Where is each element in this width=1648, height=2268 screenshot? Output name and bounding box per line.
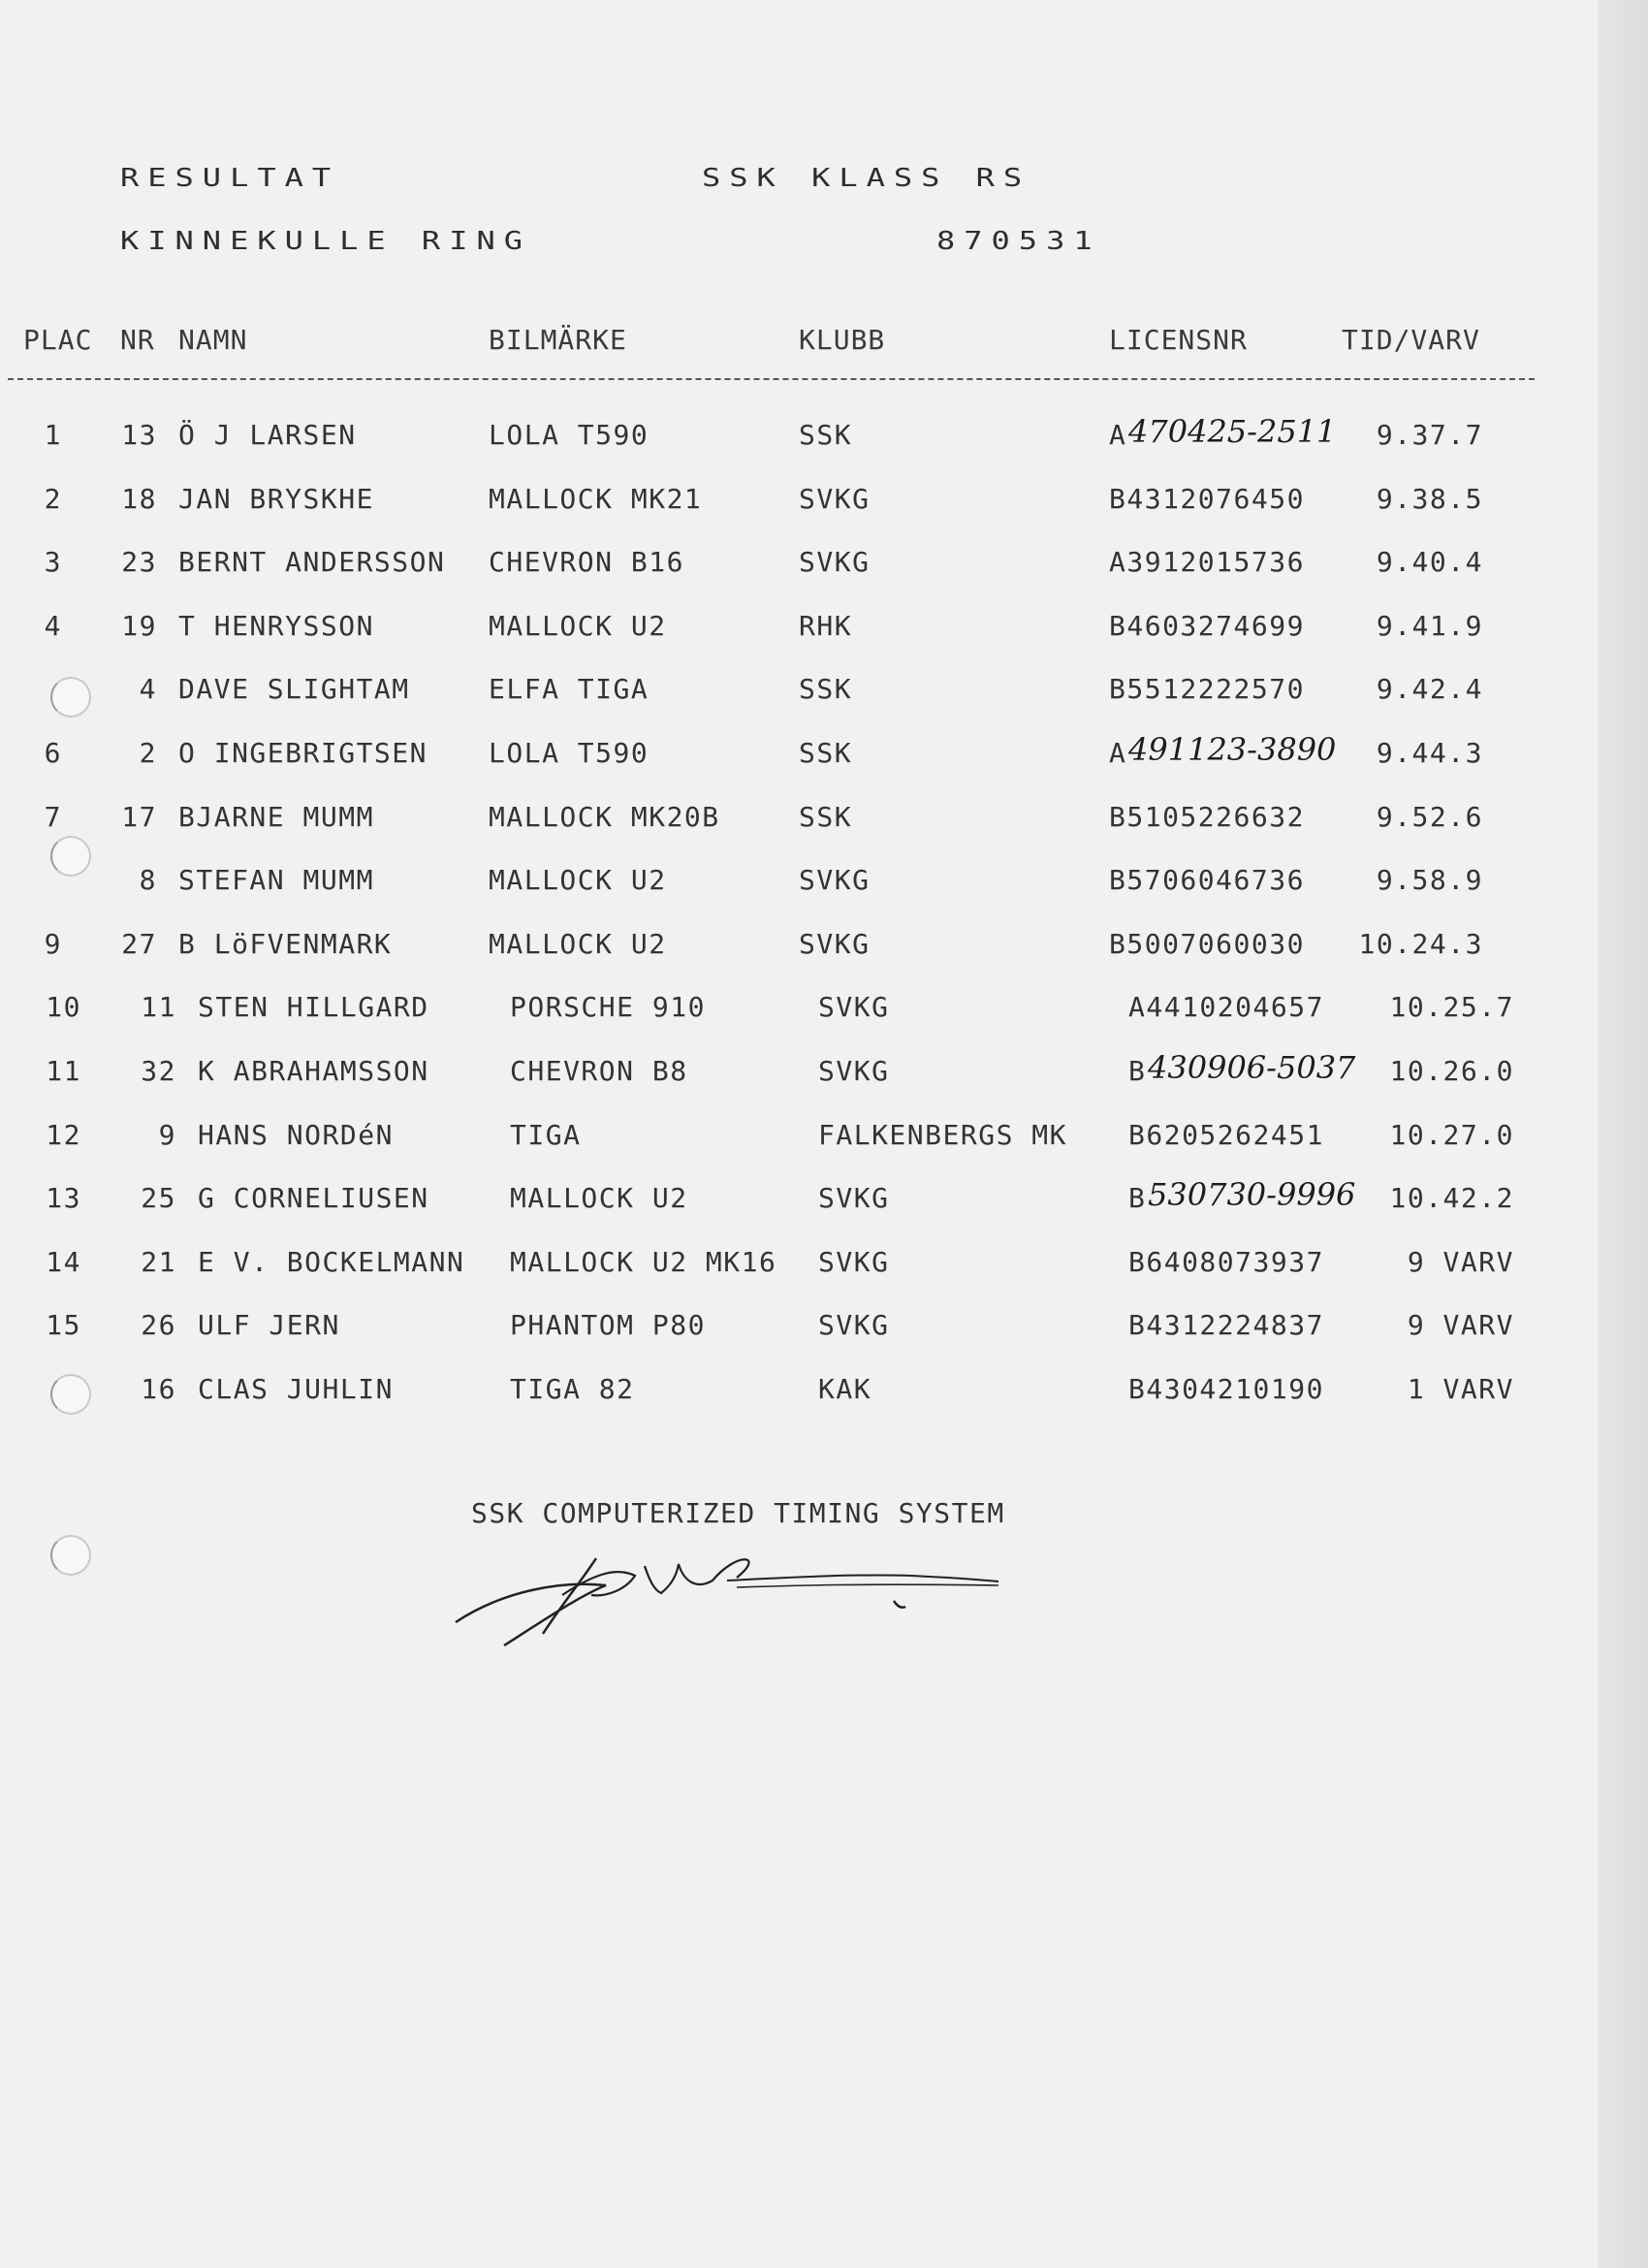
table-row	[0, 546, 1598, 594]
row-namn: STEFAN MUMM	[178, 864, 374, 897]
row-tid: 9 VARV	[1407, 1245, 1514, 1278]
row-licensnr: B5706046736	[1109, 864, 1305, 897]
row-nr: 4	[139, 673, 157, 706]
row-klubb: SVKG	[818, 1309, 890, 1342]
table-row	[0, 673, 1598, 721]
row-tid: 9.37.7	[1376, 419, 1483, 451]
row-nr: 11	[141, 991, 176, 1024]
column-header-bilmarke: BILMÄRKE	[489, 324, 627, 356]
row-klubb: FALKENBERGS MK	[818, 1118, 1068, 1151]
row-namn: G CORNELIUSEN	[198, 1182, 429, 1215]
row-plac: 2	[44, 482, 62, 515]
row-namn: STEN HILLGARD	[198, 991, 429, 1024]
row-bilmarke: MALLOCK MK20B	[489, 800, 720, 833]
row-namn: O INGEBRIGTSEN	[178, 737, 428, 769]
row-licensnr-handwritten: 430906-5037	[1148, 1049, 1356, 1086]
row-klubb: SVKG	[799, 546, 871, 579]
row-tid: 9 VARV	[1407, 1309, 1514, 1342]
row-tid: 9.52.6	[1376, 800, 1483, 833]
row-nr: 2	[139, 737, 157, 769]
row-plac: 7	[44, 800, 62, 833]
row-tid: 9.41.9	[1376, 609, 1483, 642]
row-tid: 9.44.3	[1376, 737, 1483, 769]
row-klubb: KAK	[818, 1373, 872, 1405]
row-licensnr-handwritten: 470425-2511	[1128, 413, 1337, 450]
row-licensnr-prefix: A	[1109, 419, 1127, 451]
row-nr: 23	[121, 546, 157, 579]
table-row	[0, 1246, 1598, 1294]
row-licensnr-prefix: B	[1128, 1055, 1147, 1087]
row-namn: B LöFVENMARK	[178, 927, 393, 960]
table-row	[0, 1373, 1598, 1421]
row-licensnr: B5105226632	[1109, 800, 1305, 833]
row-bilmarke: TIGA 82	[510, 1373, 635, 1405]
row-bilmarke: TIGA	[510, 1118, 582, 1151]
row-nr: 18	[121, 482, 157, 515]
column-header-tid: TID/VARV	[1342, 324, 1480, 356]
row-klubb: SVKG	[799, 927, 871, 960]
row-namn: CLAS JUHLIN	[198, 1373, 394, 1405]
table-row	[0, 1176, 1598, 1230]
row-klubb: SVKG	[818, 1182, 890, 1215]
row-bilmarke: ELFA TIGA	[489, 673, 650, 706]
table-row	[0, 731, 1598, 785]
row-klubb: SVKG	[818, 991, 890, 1024]
row-nr: 25	[141, 1182, 176, 1215]
table-row	[0, 483, 1598, 531]
row-bilmarke: MALLOCK U2	[489, 927, 667, 960]
row-nr: 19	[121, 609, 157, 642]
row-plac: 9	[44, 927, 62, 960]
row-plac: 11	[46, 1055, 81, 1087]
row-tid: 10.25.7	[1389, 991, 1514, 1024]
row-nr: 13	[121, 419, 157, 451]
row-bilmarke: MALLOCK MK21	[489, 482, 703, 515]
row-plac: 13	[46, 1182, 81, 1215]
row-namn: ULF JERN	[198, 1309, 340, 1342]
header-divider	[8, 378, 1535, 380]
row-namn: K ABRAHAMSSON	[198, 1055, 429, 1087]
column-header-klubb: KLUBB	[799, 324, 886, 356]
row-bilmarke: LOLA T590	[489, 737, 650, 769]
row-namn: T HENRYSSON	[178, 609, 374, 642]
row-plac: 6	[44, 737, 62, 769]
row-bilmarke: MALLOCK U2	[489, 864, 667, 897]
column-header-nr: NR	[120, 324, 155, 356]
row-klubb: SVKG	[818, 1245, 890, 1278]
row-licensnr: B4312224837	[1128, 1309, 1324, 1342]
row-plac: 4	[44, 609, 62, 642]
row-nr: 26	[141, 1309, 176, 1342]
row-namn: HANS NORDéN	[198, 1118, 394, 1151]
table-row	[0, 928, 1598, 976]
punch-hole	[50, 1535, 91, 1576]
venue: KINNEKULLE RING	[120, 226, 531, 256]
row-klubb: SSK	[799, 737, 853, 769]
row-licensnr-handwritten: 491123-3890	[1128, 731, 1337, 768]
table-row	[0, 1309, 1598, 1358]
row-plac: 10	[46, 991, 81, 1024]
row-tid: 10.24.3	[1358, 927, 1483, 960]
row-namn: BERNT ANDERSSON	[178, 546, 446, 579]
table-row	[0, 991, 1598, 1039]
row-licensnr: B4312076450	[1109, 482, 1305, 515]
row-bilmarke: MALLOCK U2 MK16	[510, 1245, 777, 1278]
row-tid: 10.42.2	[1389, 1182, 1514, 1215]
row-licensnr-handwritten: 530730-9996	[1148, 1176, 1356, 1214]
signature	[446, 1537, 1028, 1653]
row-klubb: SSK	[799, 800, 853, 833]
row-licensnr: B6205262451	[1128, 1118, 1324, 1151]
row-bilmarke: MALLOCK U2	[510, 1182, 688, 1215]
row-bilmarke: PORSCHE 910	[510, 991, 706, 1024]
row-namn: JAN BRYSKHE	[178, 482, 374, 515]
row-tid: 9.42.4	[1376, 673, 1483, 706]
row-namn: Ö J LARSEN	[178, 419, 357, 451]
row-nr: 21	[141, 1245, 176, 1278]
row-bilmarke: PHANTOM P80	[510, 1309, 706, 1342]
row-licensnr-prefix: A	[1109, 737, 1127, 769]
column-header-licensnr: LICENSNR	[1109, 324, 1248, 356]
row-klubb: SVKG	[799, 482, 871, 515]
footer-system: SSK COMPUTERIZED TIMING SYSTEM	[471, 1497, 1005, 1529]
row-bilmarke: LOLA T590	[489, 419, 650, 451]
row-tid: 10.26.0	[1389, 1055, 1514, 1087]
row-nr: 32	[141, 1055, 176, 1087]
row-tid: 9.40.4	[1376, 546, 1483, 579]
row-tid: 9.38.5	[1376, 482, 1483, 515]
row-klubb: SVKG	[799, 864, 871, 897]
row-klubb: SSK	[799, 673, 853, 706]
row-licensnr: B4304210190	[1128, 1373, 1324, 1405]
row-nr: 8	[139, 864, 157, 897]
row-licensnr: A3912015736	[1109, 546, 1305, 579]
row-nr: 17	[121, 800, 157, 833]
row-licensnr: B5512222570	[1109, 673, 1305, 706]
row-licensnr-prefix: B	[1128, 1182, 1147, 1215]
row-namn: DAVE SLIGHTAM	[178, 673, 410, 706]
row-tid: 9.58.9	[1376, 864, 1483, 897]
row-licensnr: B4603274699	[1109, 609, 1305, 642]
date-code: 870531	[936, 226, 1101, 256]
table-row	[0, 801, 1598, 849]
column-header-plac: PLAC	[23, 324, 93, 356]
row-klubb: SVKG	[818, 1055, 890, 1087]
row-nr: 16	[141, 1373, 176, 1405]
row-bilmarke: CHEVRON B8	[510, 1055, 688, 1087]
row-tid: 10.27.0	[1389, 1118, 1514, 1151]
row-plac: 15	[46, 1309, 81, 1342]
table-row	[0, 864, 1598, 912]
row-namn: E V. BOCKELMANN	[198, 1245, 465, 1278]
class-label: SSK KLASS RS	[702, 163, 1031, 193]
row-plac: 1	[44, 419, 62, 451]
row-licensnr: B5007060030	[1109, 927, 1305, 960]
row-plac: 14	[46, 1245, 81, 1278]
table-row	[0, 413, 1598, 467]
row-licensnr: B6408073937	[1128, 1245, 1324, 1278]
row-namn: BJARNE MUMM	[178, 800, 374, 833]
column-header-namn: NAMN	[178, 324, 248, 356]
table-row	[0, 1049, 1598, 1103]
row-klubb: SSK	[799, 419, 853, 451]
row-plac: 3	[44, 546, 62, 579]
table-row	[0, 1119, 1598, 1167]
page-edge	[1598, 0, 1648, 2268]
table-row	[0, 610, 1598, 658]
row-klubb: RHK	[799, 609, 853, 642]
row-nr: 9	[158, 1118, 176, 1151]
row-tid: 1 VARV	[1407, 1373, 1514, 1405]
row-bilmarke: MALLOCK U2	[489, 609, 667, 642]
row-plac: 12	[46, 1118, 81, 1151]
row-nr: 27	[121, 927, 157, 960]
report-title: RESULTAT	[120, 163, 340, 193]
row-bilmarke: CHEVRON B16	[489, 546, 684, 579]
row-licensnr: A4410204657	[1128, 991, 1324, 1024]
